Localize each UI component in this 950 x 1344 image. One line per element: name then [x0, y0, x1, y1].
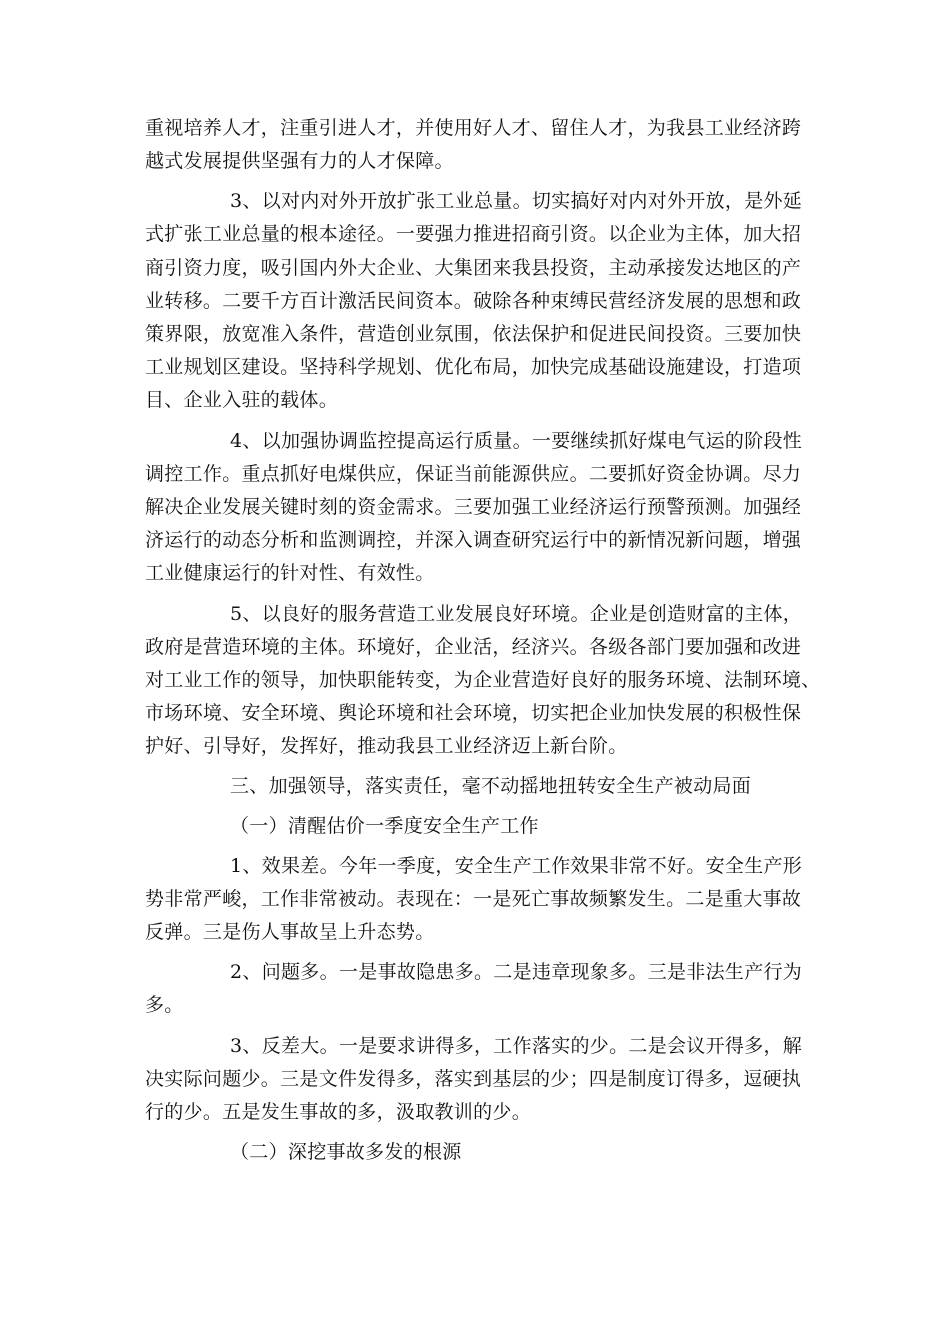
paragraph-first-line: 2、问题多。一是事故隐患多。二是违章现象多。三是非法生产行为 [230, 961, 803, 983]
text-line: 反弹。三是伤人事故呈上升态势。 [145, 921, 435, 943]
text-line: 调控工作。重点抓好电煤供应，保证当前能源供应。二要抓好资金协调。尽力 [145, 463, 802, 485]
paragraph-first-line: 3、反差大。一是要求讲得多，工作落实的少。二是会议开得多，解 [230, 1035, 803, 1057]
text-line: 重视培养人才，注重引进人才，并使用好人才、留住人才，为我县工业经济跨 [145, 117, 802, 139]
section-heading: 三、加强领导，落实责任，毫不动摇地扭转安全生产被动局面 [230, 775, 752, 797]
paragraph-first-line: 3、以对内对外开放扩张工业总量。切实搞好对内对外开放，是外延 [230, 190, 803, 212]
text-line: 式扩张工业总量的根本途径。一要强力推进招商引资。以企业为主体，加大招 [145, 223, 802, 245]
paragraph-first-line: 1、效果差。今年一季度，安全生产工作效果非常不好。安全生产形 [230, 855, 803, 877]
text-line: 工业规划区建设。坚持科学规划、优化布局，加快完成基础设施建设，打造项 [145, 356, 802, 378]
text-line: 解决企业发展关键时刻的资金需求。三要加强工业经济运行预警预测。加强经 [145, 496, 802, 518]
text-line: 目、企业入驻的载体。 [145, 389, 339, 411]
text-line: 决实际问题少。三是文件发得多，落实到基层的少；四是制度订得多，逗硬执 [145, 1068, 802, 1090]
text-line: 护好、引导好，发挥好，推动我县工业经济迈上新台阶。 [145, 735, 628, 757]
text-line: 济运行的动态分析和监测调控，并深入调查研究运行中的新情况新问题，增强 [145, 529, 802, 551]
text-line: 多。 [145, 994, 184, 1016]
subsection-heading: （一）清醒估价一季度安全生产工作 [230, 815, 539, 837]
subsection-heading: （二）深挖事故多发的根源 [230, 1141, 462, 1163]
paragraph-first-line: 4、以加强协调监控提高运行质量。一要继续抓好煤电气运的阶段性 [230, 430, 803, 452]
text-line: 业转移。二要千方百计激活民间资本。破除各种束缚民营经济发展的思想和政 [145, 290, 802, 312]
text-line: 商引资力度，吸引国内外大企业、大集团来我县投资，主动承接发达地区的产 [145, 257, 802, 279]
text-line: 市场环境、安全环境、舆论环境和社会环境，切实把企业加快发展的积极性保 [145, 702, 802, 724]
text-line: 工业健康运行的针对性、有效性。 [145, 562, 435, 584]
text-line: 策界限，放宽准入条件，营造创业氛围，依法保护和促进民间投资。三要加快 [145, 323, 802, 345]
text-line: 势非常严峻，工作非常被动。表现在：一是死亡事故频繁发生。二是重大事故 [145, 888, 802, 910]
paragraph-first-line: 5、以良好的服务营造工业发展良好环境。企业是创造财富的主体， [230, 603, 803, 625]
text-line: 对工业工作的领导，加快职能转变，为企业营造好良好的服务环境、法制环境、 [145, 669, 821, 691]
text-line: 行的少。五是发生事故的多，汲取教训的少。 [145, 1101, 532, 1123]
text-line: 政府是营造环境的主体。环境好，企业活，经济兴。各级各部门要加强和改进 [145, 636, 802, 658]
text-line: 越式发展提供坚强有力的人才保障。 [145, 150, 454, 172]
